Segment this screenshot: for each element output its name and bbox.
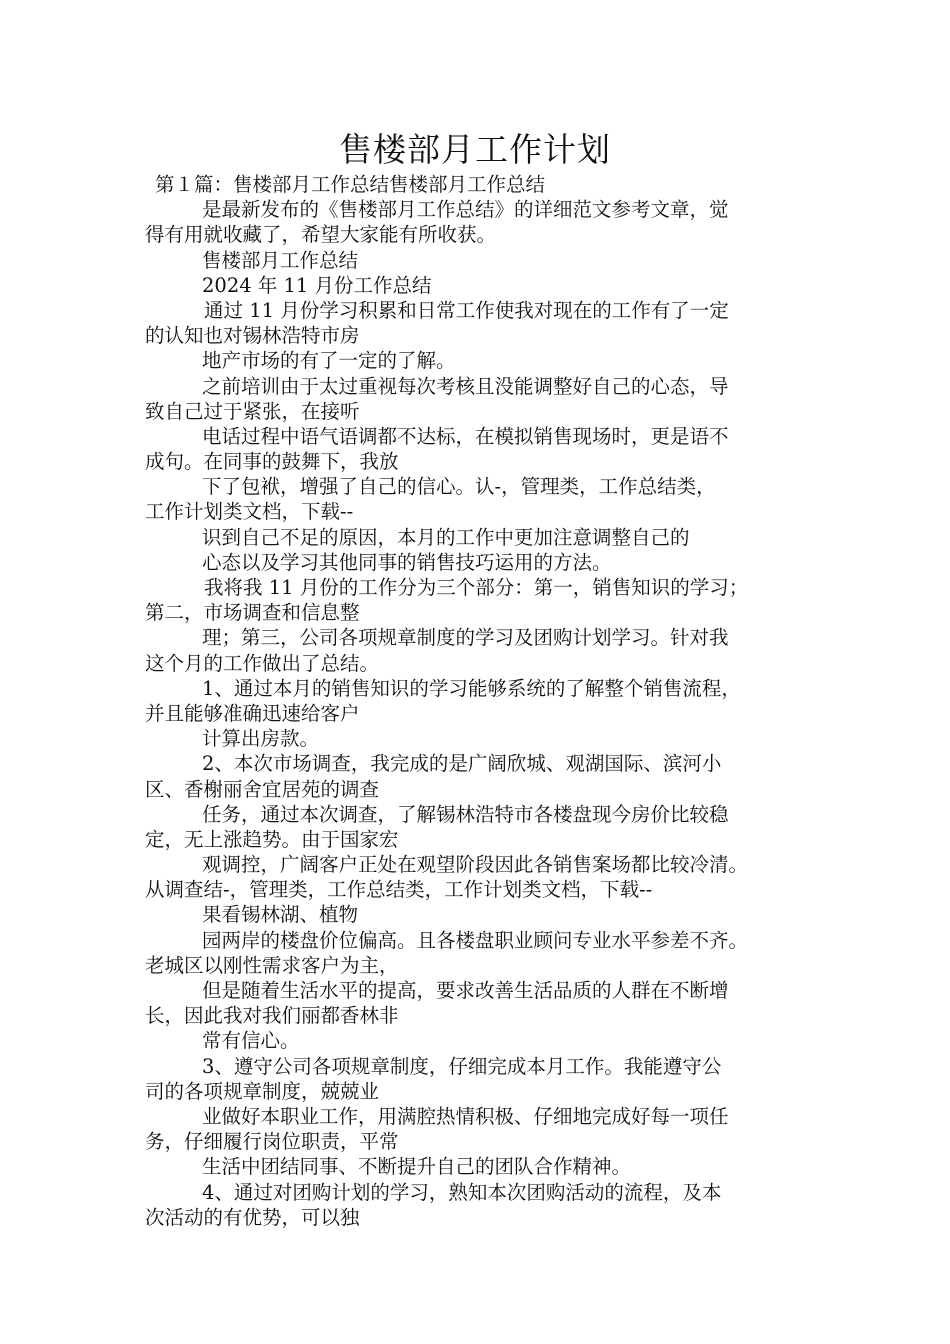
body-line: 但是随着生活水平的提高，要求改善生活品质的人群在不断增 xyxy=(202,979,729,1002)
body-line: 下了包袱，增强了自己的信心。认-，管理类，工作总结类， xyxy=(202,475,716,499)
body-line: 长，因此我对我们丽都香林非 xyxy=(145,1004,399,1028)
body-line: 理；第三，公司各项规章制度的学习及团购计划学习。针对我 xyxy=(202,626,729,650)
body-line: 致自己过于紧张，在接听 xyxy=(145,399,360,423)
body-line: 常有信心。 xyxy=(202,1029,300,1053)
body-line: 务，仔细履行岗位职责，平常 xyxy=(145,1130,399,1154)
body-line: 得有用就收藏了，希望大家能有所收获。 xyxy=(145,223,497,247)
body-line: 工作计划类文档，下载-- xyxy=(145,500,354,524)
body-line: 的认知也对锡林浩特市房 xyxy=(145,324,360,348)
body-line: 次活动的有优势，可以独 xyxy=(145,1205,360,1229)
body-line: 我将我 11 月份的工作分为三个部分：第一，销售知识的学习； xyxy=(204,576,749,599)
body-line: 区、香榭丽舍宜居苑的调查 xyxy=(145,777,380,801)
body-line: 2、本次市场调查，我完成的是广阔欣城、观湖国际、滨河小 xyxy=(202,752,722,776)
body-line: 4、通过对团购计划的学习，熟知本次团购活动的流程，及本 xyxy=(202,1180,722,1204)
body-line: 地产市场的有了一定的了解。 xyxy=(202,349,456,373)
body-line: 老城区以刚性需求客户为主， xyxy=(145,953,399,977)
body-line: 定，无上涨趋势。由于国家宏 xyxy=(145,827,399,851)
body-line: 计算出房款。 xyxy=(202,727,320,751)
body-line: 电话过程中语气语调都不达标，在模拟销售现场时，更是语不 xyxy=(202,424,729,448)
body-line: 第二，市场调查和信息整 xyxy=(145,601,360,625)
body-line: 任务，通过本次调查，了解锡林浩特市各楼盘现今房价比较稳 xyxy=(202,802,729,826)
body-line: 从调查结-，管理类，工作总结类，工作计划类文档，下载-- xyxy=(145,878,653,902)
body-line: 园两岸的楼盘价位偏高。且各楼盘职业顾问专业水平参差不齐。 xyxy=(202,928,749,952)
body-line: 之前培训由于太过重视每次考核且没能调整好自己的心态，导 xyxy=(202,374,729,398)
body-line: 观调控，广阔客户正处在观望阶段因此各销售案场都比较冷清。 xyxy=(202,853,749,877)
document-body xyxy=(145,172,825,1230)
body-line: 业做好本职业工作，用满腔热情积极、仔细地完成好每一项任 xyxy=(202,1104,729,1128)
body-line: 通过 11 月份学习积累和日常工作使我对现在的工作有了一定 xyxy=(204,298,729,322)
body-line: 成句。在同事的鼓舞下，我放 xyxy=(145,450,399,474)
body-line: 并且能够准确迅速给客户 xyxy=(145,701,360,725)
document-title: 售楼部月工作计划 xyxy=(339,130,611,169)
body-line: 是最新发布的《售楼部月工作总结》的详细范文参考文章，觉 xyxy=(202,198,729,222)
body-line: 3、遵守公司各项规章制度，仔细完成本月工作。我能遵守公 xyxy=(202,1054,722,1078)
body-line: 生活中团结同事、不断提升自己的团队合作精神。 xyxy=(202,1155,632,1179)
body-line: 果看锡林湖、植物 xyxy=(202,903,359,927)
body-line: 售楼部月工作总结 xyxy=(202,248,359,272)
body-line: 2024 年 11 月份工作总结 xyxy=(202,273,432,297)
body-line: 心态以及学习其他同事的销售技巧运用的方法。 xyxy=(202,550,612,574)
body-line: 第１篇：售楼部月工作总结售楼部月工作总结 xyxy=(155,173,546,196)
body-line: 识到自己不足的原因，本月的工作中更加注意调整自己的 xyxy=(202,525,690,549)
body-line: 1、通过本月的销售知识的学习能够系统的了解整个销售流程， xyxy=(202,676,741,700)
body-line: 司的各项规章制度，兢兢业 xyxy=(145,1079,380,1103)
body-line: 这个月的工作做出了总结。 xyxy=(145,651,380,675)
